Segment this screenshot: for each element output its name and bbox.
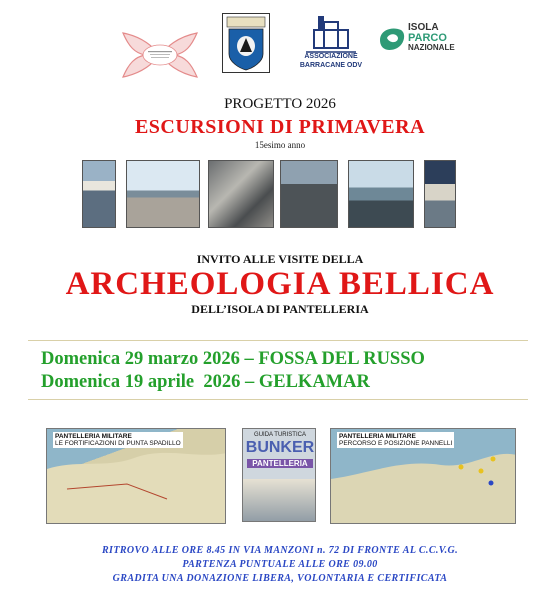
landscape-photo bbox=[126, 160, 200, 228]
bunker-photo bbox=[280, 160, 338, 228]
rocks-photo bbox=[208, 160, 274, 228]
guide-book bbox=[242, 428, 316, 522]
parco-nazionale-logo bbox=[377, 22, 465, 58]
right-map bbox=[330, 428, 516, 524]
right-map-title: PANTELLERIA MILITARE bbox=[339, 433, 416, 440]
date-line-1: Domenica 29 marzo 2026 – FOSSA DEL RUSSO bbox=[41, 349, 425, 369]
left-map-subtitle: LE FORTIFICAZIONI DI PUNTA SPADILLO bbox=[55, 440, 181, 447]
main-heading: ARCHEOLOGIA BELLICA bbox=[65, 266, 495, 302]
meeting-point: RITROVO ALLE ORE 8.45 IN VIA MANZONI n. 72 DI FRONTE AL C.C.V.G. bbox=[101, 545, 459, 556]
book-cover-image bbox=[243, 479, 316, 522]
club-logo bbox=[115, 25, 205, 85]
navy-crest-logo bbox=[222, 13, 270, 73]
right-map-subtitle: PERCORSO E POSIZIONE PANNELLI bbox=[339, 440, 453, 447]
page-title: ESCURSIONI DI PRIMAVERA bbox=[134, 116, 426, 138]
parco-line-3: NAZIONALE bbox=[408, 43, 455, 52]
book-cover-photo bbox=[82, 160, 116, 228]
island-line: DELL’ISOLA DI PANTELLERIA bbox=[191, 302, 369, 316]
barracane-text: ASSOCIAZIONE BARRACANE ODV bbox=[299, 53, 363, 69]
departure-time: PARTENZA PUNTUALE ALLE ORE 09.00 bbox=[182, 559, 378, 570]
coast-photo bbox=[348, 160, 414, 228]
dates-box bbox=[28, 340, 528, 400]
donation-note: GRADITA UNA DONAZIONE LIBERA, VOLONTARIA E CERTIFICATA bbox=[112, 573, 448, 584]
date-line-2: Domenica 19 aprile 2026 – GELKAMAR bbox=[41, 372, 370, 392]
left-map-title: PANTELLERIA MILITARE bbox=[55, 433, 132, 440]
parco-line-2: PARCO bbox=[408, 32, 447, 44]
barracane-logo bbox=[300, 12, 362, 76]
book-top-label: GUIDA TURISTICA bbox=[254, 432, 306, 438]
book-title: BUNKER bbox=[245, 439, 315, 456]
parco-line-1: ISOLA bbox=[408, 22, 439, 33]
left-map bbox=[46, 428, 226, 524]
edition-subtitle: 15esimo anno bbox=[254, 140, 306, 150]
book-subtitle: PANTELLERIA bbox=[247, 459, 313, 468]
invite-line: INVITO ALLE VISITE DELLA bbox=[196, 252, 364, 266]
book-cover-photo-2 bbox=[424, 160, 456, 228]
project-year: PROGETTO 2026 bbox=[224, 96, 336, 112]
